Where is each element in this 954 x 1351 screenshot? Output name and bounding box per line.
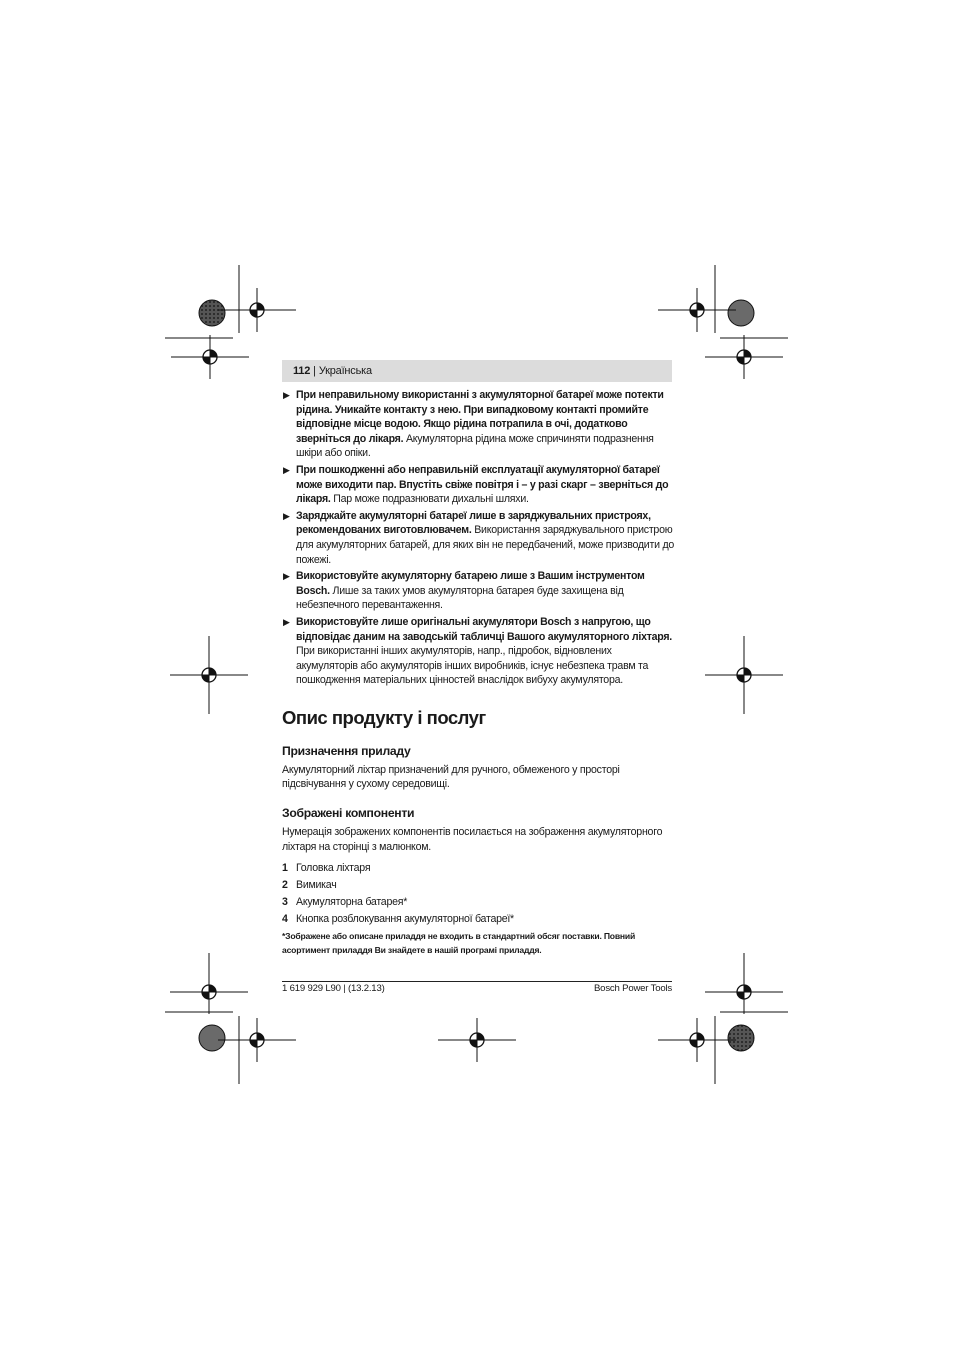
header-separator: | [313,365,316,377]
item-number: 2 [282,879,288,892]
item-label: Вимикач [296,879,337,892]
warning-item [282,615,674,688]
item-number: 4 [282,913,288,926]
warning-text: Використання заряджувального пристрою для акумуляторних батарей, для яких він не передбачений, може призводити до пожежі. [296,524,675,566]
registration-mark-icon [165,953,296,1084]
purpose-text: Акумуляторний ліхтар призначений для ручного, обмеженого у просторі підсвічування у сухому середовищі. [282,763,620,791]
footer-divider [282,981,672,982]
components-intro: Нумерація зображених компонентів посилається на зображення акумуляторного ліхтаря на сторінці з малюнком. [282,826,663,853]
warning-bold: Використовуйте акумуляторну батарею лише з Вашим інструментом Bosch. [296,570,645,597]
warning-item [282,388,674,461]
item-number: 1 [282,861,288,874]
header-language: Українська [318,365,372,377]
triangle-right-icon: ▶ [283,616,290,627]
warning-item [282,463,674,507]
warning-text: Лише за таких умов акумуляторна батарея буде захищена від небезпечного перевантаження. [296,584,624,612]
page-footer [282,983,672,994]
registration-mark-icon [658,953,788,1084]
registration-mark-icon [170,636,248,714]
item-label: Головка ліхтаря [296,861,371,874]
components-heading: Зображені компоненти [282,806,415,821]
page-number: 112 [293,365,311,377]
item-label: Акумуляторна батарея* [296,896,408,909]
footnote: *Зображене або описане приладдя не входить в стандартний обсяг поставки. Повний асортимент приладдя Ви знайдете в нашій програмі приладдя. [282,931,636,955]
list-item [282,895,674,910]
registration-mark-icon [438,1018,516,1062]
warning-item [282,509,674,567]
section-title: Опис продукту і послуг [282,706,486,728]
page-header [282,360,672,382]
warning-bold: Заряджайте акумуляторні батареї лише в заряджувальних пристроях, рекомендованих виготовлювачем. [296,509,651,537]
warning-text: Акумуляторна рідина може спричиняти подразнення шкіри або опіки. [296,432,654,460]
triangle-right-icon: ▶ [283,390,290,400]
footer-right: Bosch Power Tools [593,983,672,994]
registration-mark-icon [165,265,296,379]
warning-bold: Використовуйте лише оригінальні акумулятори Bosch з напругою, що відповідає даним на заводській табличці Вашого акумуляторного ліхтаря. [296,615,673,643]
warning-bold: При неправильному використанні з акумуляторної батареї може потекти рідина. Уникайте контакту з нею. При випадковому контакті промийте відповідне місце водою. Якщо рідина потрапила в очі, додатково зверніться до лікаря. [296,389,664,445]
registration-mark-icon [705,636,783,714]
registration-mark-icon [658,265,788,379]
triangle-right-icon: ▶ [283,571,290,582]
warning-item [282,569,674,613]
triangle-right-icon: ▶ [283,510,290,521]
footer-left: 1 619 929 L90 | (13.2.13) [282,983,385,994]
warning-text: При використанні інших акумуляторів, напр., підробок, відновлених акумуляторів або акумуляторів інших виробників, існує небезпека травм та пошкодження матеріальних цінностей внаслідок вибуху акумулятора. [296,645,649,687]
list-item [282,878,674,893]
warning-text: Пар може подразнювати дихальні шляхи. [330,493,529,506]
main-content [282,388,674,958]
item-label: Кнопка розблокування акумуляторної батареї* [296,913,514,926]
triangle-right-icon: ▶ [283,464,290,475]
list-item [282,912,674,927]
warning-bold: При пошкодженні або неправильній експлуатації акумуляторної батареї може виходити пар. Впустіть свіже повітря і – у разі скарг – зверніться до лікаря. [296,463,669,506]
list-item [282,861,674,876]
item-number: 3 [282,896,288,909]
purpose-heading: Призначення приладу [282,743,411,758]
